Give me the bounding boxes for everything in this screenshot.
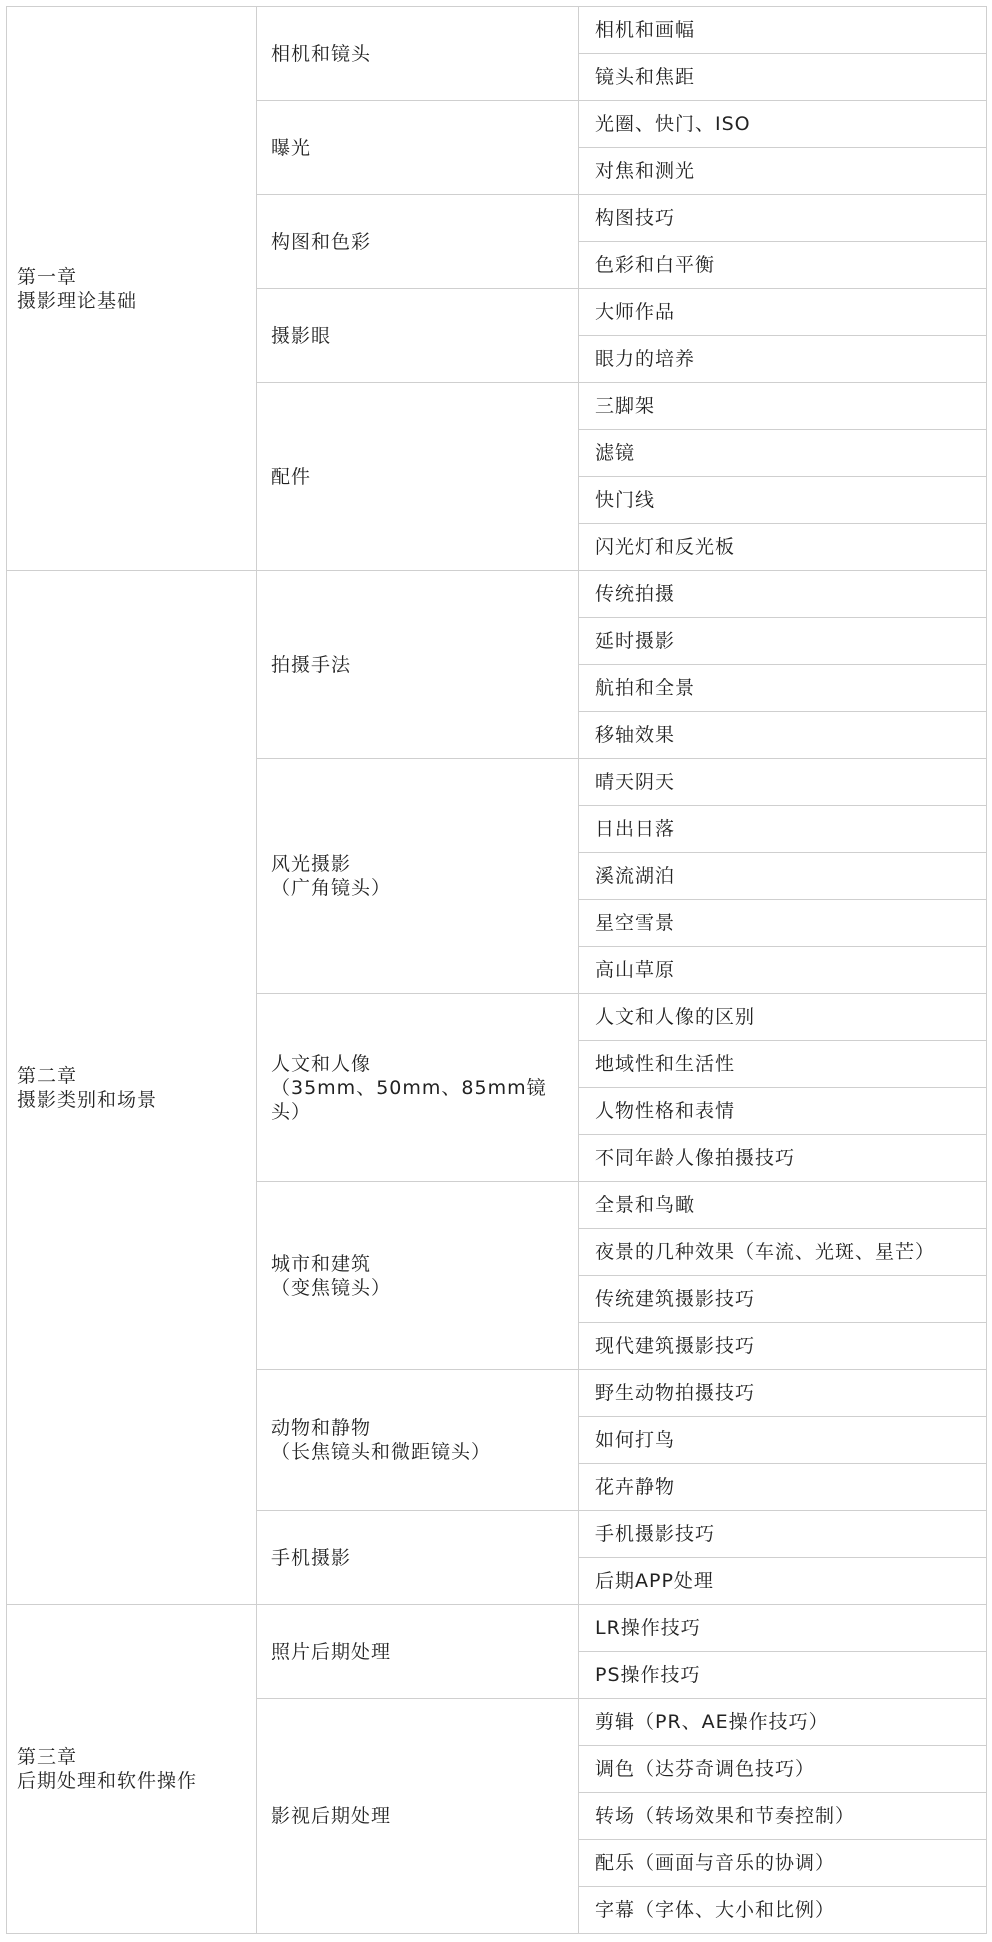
section-cell <box>257 101 579 195</box>
section-cell <box>257 1370 579 1511</box>
topic-cell: 镜头和焦距 <box>579 54 987 101</box>
topic-cell: 字幕（字体、大小和比例） <box>579 1887 987 1934</box>
section-title: 影视后期处理 <box>271 1805 392 1827</box>
topic-cell: LR操作技巧 <box>579 1605 987 1652</box>
section-cell <box>257 759 579 994</box>
chapter-cell <box>7 7 257 571</box>
chapter-title: 第三章 <box>17 1746 78 1768</box>
topic-cell: 调色（达芬奇调色技巧） <box>579 1746 987 1793</box>
topic-cell: 移轴效果 <box>579 712 987 759</box>
chapter-title: 后期处理和软件操作 <box>17 1770 198 1792</box>
section-cell <box>257 195 579 289</box>
topic-cell: 地域性和生活性 <box>579 1041 987 1088</box>
topic-cell: 溪流湖泊 <box>579 853 987 900</box>
topic-cell: 后期APP处理 <box>579 1558 987 1605</box>
section-title: 头） <box>271 1100 312 1123</box>
section-cell <box>257 1182 579 1370</box>
section-title: （变焦镜头） <box>271 1276 392 1299</box>
section-title: 风光摄影 <box>271 853 352 875</box>
section-cell <box>257 994 579 1182</box>
section-title: （长焦镜头和微距镜头） <box>271 1441 492 1463</box>
topic-cell: 野生动物拍摄技巧 <box>579 1370 987 1417</box>
chapter-title: 摄影理论基础 <box>17 289 138 312</box>
section-title: 摄影眼 <box>271 324 332 347</box>
topic-cell: 剪辑（PR、AE操作技巧） <box>579 1699 987 1746</box>
topic-cell: 全景和鸟瞰 <box>579 1182 987 1229</box>
topic-cell: 快门线 <box>579 477 987 524</box>
section-title: （广角镜头） <box>271 877 392 899</box>
topic-cell: 光圈、快门、ISO <box>579 101 987 148</box>
topic-cell: 晴天阴天 <box>579 759 987 806</box>
chapter-title: 第一章 <box>17 265 78 288</box>
section-cell <box>257 1511 579 1605</box>
section-title: 配件 <box>271 465 312 488</box>
section-title: 构图和色彩 <box>271 230 372 253</box>
section-title: 曝光 <box>271 136 312 159</box>
course-outline-body <box>7 7 987 1934</box>
topic-cell: 不同年龄人像拍摄技巧 <box>579 1135 987 1182</box>
topic-cell: 现代建筑摄影技巧 <box>579 1323 987 1370</box>
section-title: 手机摄影 <box>271 1546 352 1569</box>
topic-cell: 航拍和全景 <box>579 665 987 712</box>
section-title: 照片后期处理 <box>271 1640 392 1663</box>
chapter-cell <box>7 1605 257 1934</box>
section-cell <box>257 1605 579 1699</box>
section-cell <box>257 571 579 759</box>
table-row <box>7 1605 987 1652</box>
topic-cell: 传统拍摄 <box>579 571 987 618</box>
section-title: 人文和人像 <box>271 1052 372 1075</box>
topic-cell: 色彩和白平衡 <box>579 242 987 289</box>
topic-cell: 延时摄影 <box>579 618 987 665</box>
topic-cell: 高山草原 <box>579 947 987 994</box>
topic-cell: 转场（转场效果和节奏控制） <box>579 1793 987 1840</box>
chapter-title: 第二章 <box>17 1064 78 1087</box>
topic-cell: 花卉静物 <box>579 1464 987 1511</box>
section-cell <box>257 1699 579 1934</box>
topic-cell: PS操作技巧 <box>579 1652 987 1699</box>
topic-cell: 闪光灯和反光板 <box>579 524 987 571</box>
section-title: 动物和静物 <box>271 1417 372 1439</box>
topic-cell: 夜景的几种效果（车流、光斑、星芒） <box>579 1229 987 1276</box>
table-row <box>7 571 987 618</box>
topic-cell: 传统建筑摄影技巧 <box>579 1276 987 1323</box>
section-title: 城市和建筑 <box>271 1252 372 1275</box>
section-cell <box>257 289 579 383</box>
topic-cell: 构图技巧 <box>579 195 987 242</box>
topic-cell: 三脚架 <box>579 383 987 430</box>
topic-cell: 如何打鸟 <box>579 1417 987 1464</box>
topic-cell: 大师作品 <box>579 289 987 336</box>
topic-cell: 星空雪景 <box>579 900 987 947</box>
section-cell <box>257 7 579 101</box>
course-outline-table <box>6 6 987 1934</box>
topic-cell: 滤镜 <box>579 430 987 477</box>
section-title: 拍摄手法 <box>271 653 352 676</box>
topic-cell: 相机和画幅 <box>579 7 987 54</box>
topic-cell: 人文和人像的区别 <box>579 994 987 1041</box>
topic-cell: 配乐（画面与音乐的协调） <box>579 1840 987 1887</box>
section-title: 相机和镜头 <box>271 42 372 65</box>
topic-cell: 手机摄影技巧 <box>579 1511 987 1558</box>
chapter-cell <box>7 571 257 1605</box>
table-row <box>7 7 987 54</box>
section-title: （35mm、50mm、85mm镜 <box>271 1076 547 1099</box>
topic-cell: 眼力的培养 <box>579 336 987 383</box>
topic-cell: 对焦和测光 <box>579 148 987 195</box>
section-cell <box>257 383 579 571</box>
topic-cell: 人物性格和表情 <box>579 1088 987 1135</box>
chapter-title: 摄影类别和场景 <box>17 1088 158 1111</box>
topic-cell: 日出日落 <box>579 806 987 853</box>
